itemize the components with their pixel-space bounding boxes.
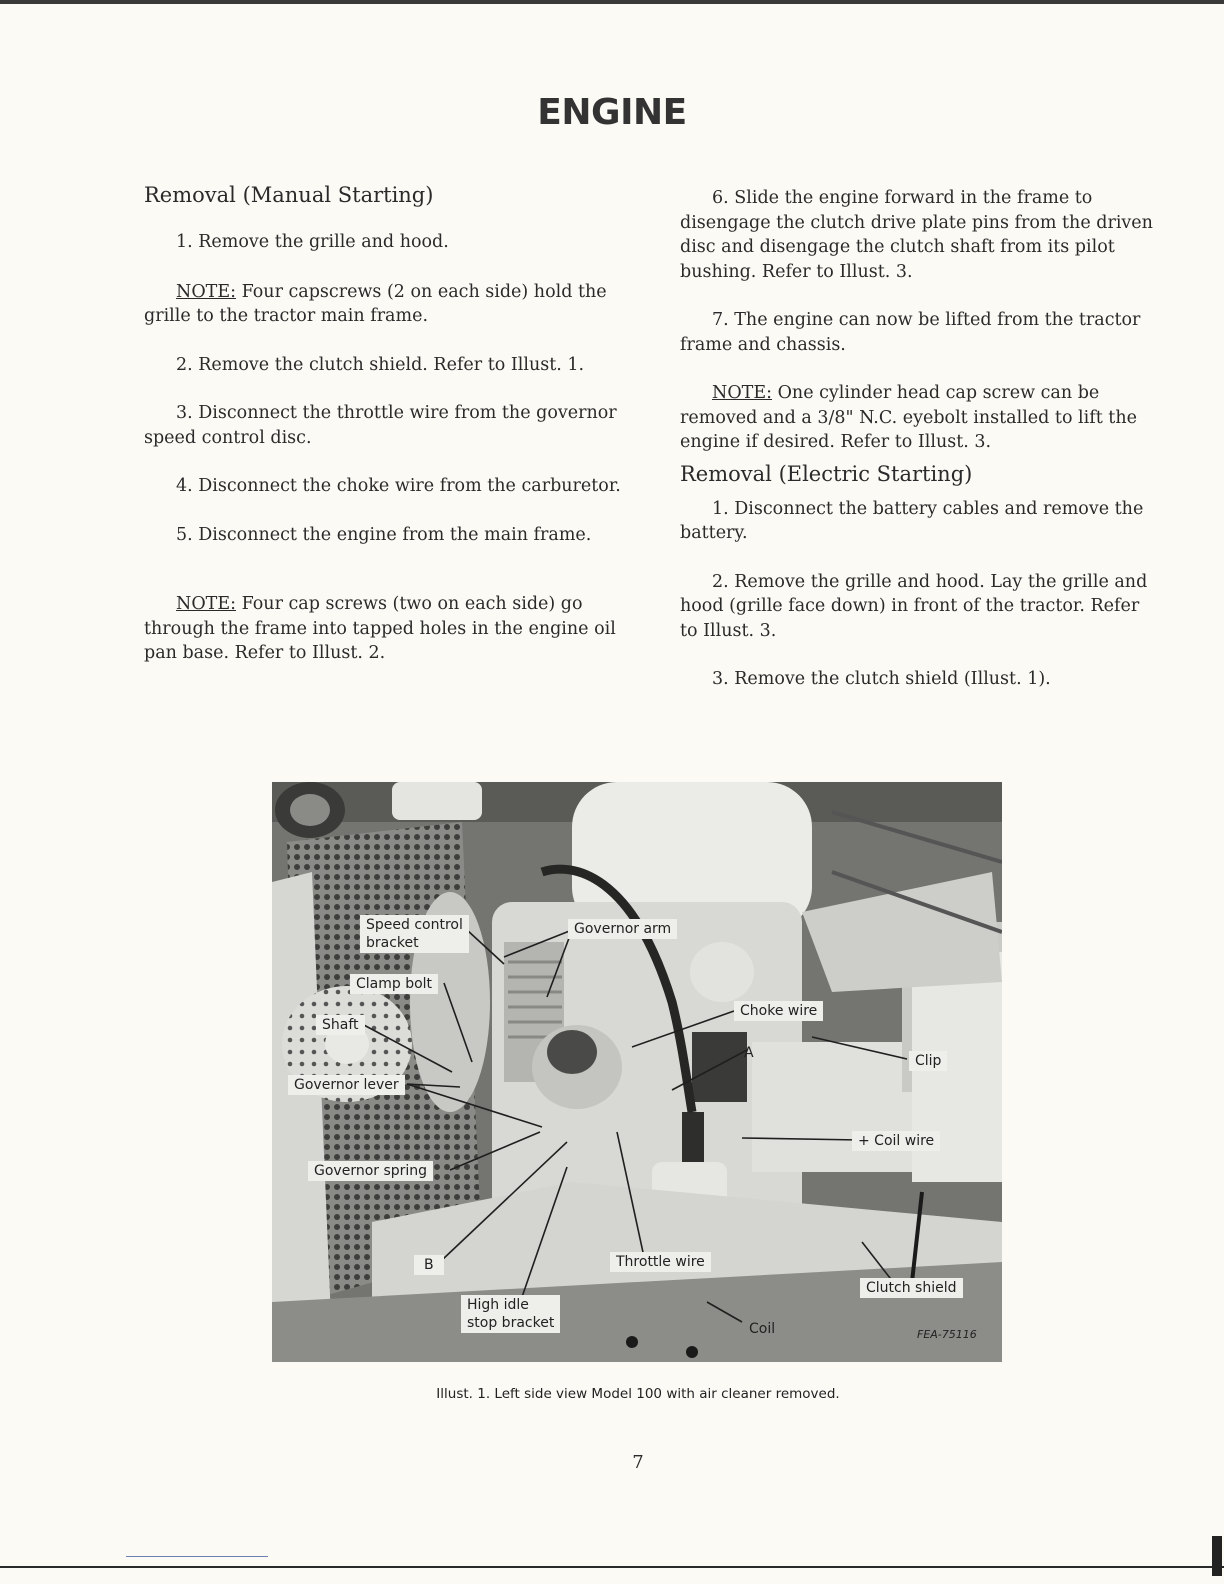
note-label: NOTE: [176, 281, 237, 302]
footer-mark [126, 1556, 268, 1557]
label-choke-wire: Choke wire [734, 1001, 823, 1021]
figure-caption: Illust. 1. Left side view Model 100 with air cleaner removed. [436, 1386, 840, 1402]
bottom-rule [0, 1566, 1224, 1568]
note-text: Four capscrews (2 on each side) hold the grille to the tractor main frame. [144, 281, 607, 326]
note-3 [680, 381, 1160, 455]
page-edge-mark [1212, 1536, 1222, 1576]
electric-step-1: 1. Disconnect the battery cables and remove the battery. [680, 498, 1144, 543]
step-3: 3. Disconnect the throttle wire from the governor speed control disc. [144, 403, 617, 448]
label-governor-lever: Governor lever [288, 1075, 405, 1095]
page-title: ENGINE [537, 92, 687, 133]
label-shaft: Shaft [316, 1015, 365, 1035]
label-coil-wire: + Coil wire [852, 1131, 940, 1151]
electric-step-2: 2. Remove the grille and hood. Lay the grille and hood (grille face down) in front of the tractor. Refer to Illust. 3. [680, 571, 1148, 641]
note-text: One cylinder head cap screw can be removed and a 3/8" N.C. eyebolt installed to lift the engine if desired. Refer to Illust. 3. [680, 383, 1137, 452]
right-column [680, 186, 1160, 692]
step-4: 4. Disconnect the choke wire from the carburetor. [176, 476, 621, 496]
note-text: Four cap screws (two on each side) go through the frame into tapped holes in the engine oil pan base. Refer to Illust. 2. [144, 594, 616, 663]
label-throttle-wire: Throttle wire [610, 1252, 711, 1272]
note-label: NOTE: [176, 594, 237, 614]
engine-photo-drawing [272, 782, 1002, 1362]
label-clamp-bolt: Clamp bolt [350, 974, 438, 994]
label-clip: Clip [909, 1051, 947, 1071]
label-b: B [414, 1255, 444, 1275]
note-label: NOTE: [712, 383, 773, 403]
note-1 [144, 280, 624, 329]
label-governor-spring: Governor spring [308, 1161, 433, 1181]
section-heading-electric: Removal (Electric Starting) [680, 461, 973, 486]
label-governor-arm: Governor arm [568, 919, 677, 939]
engine-photo [272, 782, 1002, 1362]
step-5: 5. Disconnect the engine from the main frame. [176, 524, 592, 545]
left-column [144, 180, 624, 666]
step-1: 1. Remove the grille and hood. [176, 232, 449, 252]
top-rule [0, 0, 1224, 4]
label-speed-control-bracket: Speed control bracket [360, 915, 469, 953]
step-6: 6. Slide the engine forward in the frame to disengage the clutch drive plate pins from the driven disc and disengage the clutch shaft from its pilot bushing. Refer to Illust. 3. [680, 188, 1153, 282]
section-heading-manual: Removal (Manual Starting) [144, 183, 434, 207]
label-high-idle-stop-bracket: High idle stop bracket [461, 1295, 560, 1333]
step-2: 2. Remove the clutch shield. Refer to Illust. 1. [176, 354, 585, 375]
label-clutch-shield: Clutch shield [860, 1278, 963, 1298]
note-2 [144, 592, 624, 666]
step-7: 7. The engine can now be lifted from the tractor frame and chassis. [680, 310, 1141, 355]
page-number: 7 [632, 1452, 644, 1473]
electric-step-3: 3. Remove the clutch shield (Illust. 1). [712, 669, 1051, 689]
figure-code: FEA-75116 [917, 1328, 977, 1341]
label-coil: Coil [749, 1321, 776, 1337]
label-a: A [744, 1045, 754, 1061]
